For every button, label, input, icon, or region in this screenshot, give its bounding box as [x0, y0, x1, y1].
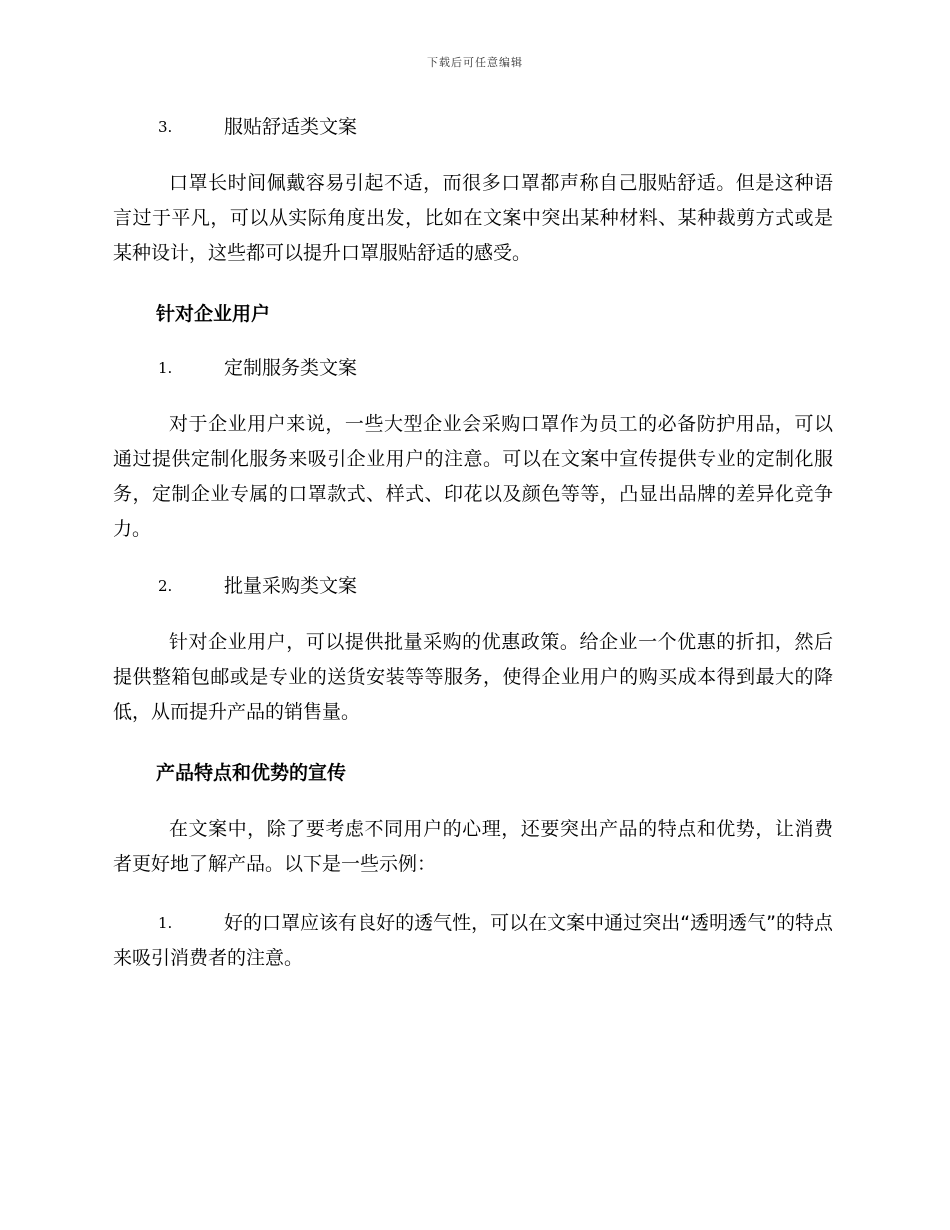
list-item-bulk-purchase: [113, 571, 833, 601]
list-number: 3.: [158, 118, 173, 136]
list-number: 1.: [158, 359, 173, 377]
list-item-comfort: [113, 112, 833, 142]
page-header: 下载后可任意编辑: [427, 56, 523, 69]
section-heading-enterprise: 针对企业用户: [156, 303, 271, 325]
list-text: 好的口罩应该有良好的透气性，可以在文案中通过突出“透明透气”的特点来吸引消费者的注意。: [113, 912, 833, 969]
paragraph-comfort: 口罩长时间佩戴容易引起不适，而很多口罩都声称自己服贴舒适。但是这种语言过于平凡，可以从实际角度出发，比如在文案中突出某种材料、某种裁剪方式或是某种设计，这些都可以提升口罩服贴舒适的感受。: [113, 172, 833, 264]
section-heading-features: 产品特点和优势的宣传: [156, 762, 347, 784]
list-item-breathability: [113, 906, 833, 976]
paragraph-custom-service: 对于企业用户来说，一些大型企业会采购口罩作为员工的必备防护用品，可以通过提供定制化服务来吸引企业用户的注意。可以在文案中宣传提供专业的定制化服务，定制企业专属的口罩款式、样式、印花以及颜色等等，凸显出品牌的差异化竞争力。: [113, 413, 833, 540]
document-body: [113, 112, 833, 976]
list-title: 定制服务类文案: [224, 357, 358, 379]
list-number: 1.: [158, 914, 173, 932]
list-title: 批量采购类文案: [224, 575, 358, 597]
list-item-custom-service: [113, 353, 833, 383]
list-title: 服贴舒适类文案: [224, 116, 358, 138]
paragraph-bulk-purchase: 针对企业用户，可以提供批量采购的优惠政策。给企业一个优惠的折扣，然后提供整箱包邮或是专业的送货安装等等服务，使得企业用户的购买成本得到最大的降低，从而提升产品的销售量。: [113, 631, 833, 723]
list-number: 2.: [158, 577, 173, 595]
paragraph-features: 在文案中，除了要考虑不同用户的心理，还要突出产品的特点和优势，让消费者更好地了解产品。以下是一些示例：: [113, 818, 833, 875]
